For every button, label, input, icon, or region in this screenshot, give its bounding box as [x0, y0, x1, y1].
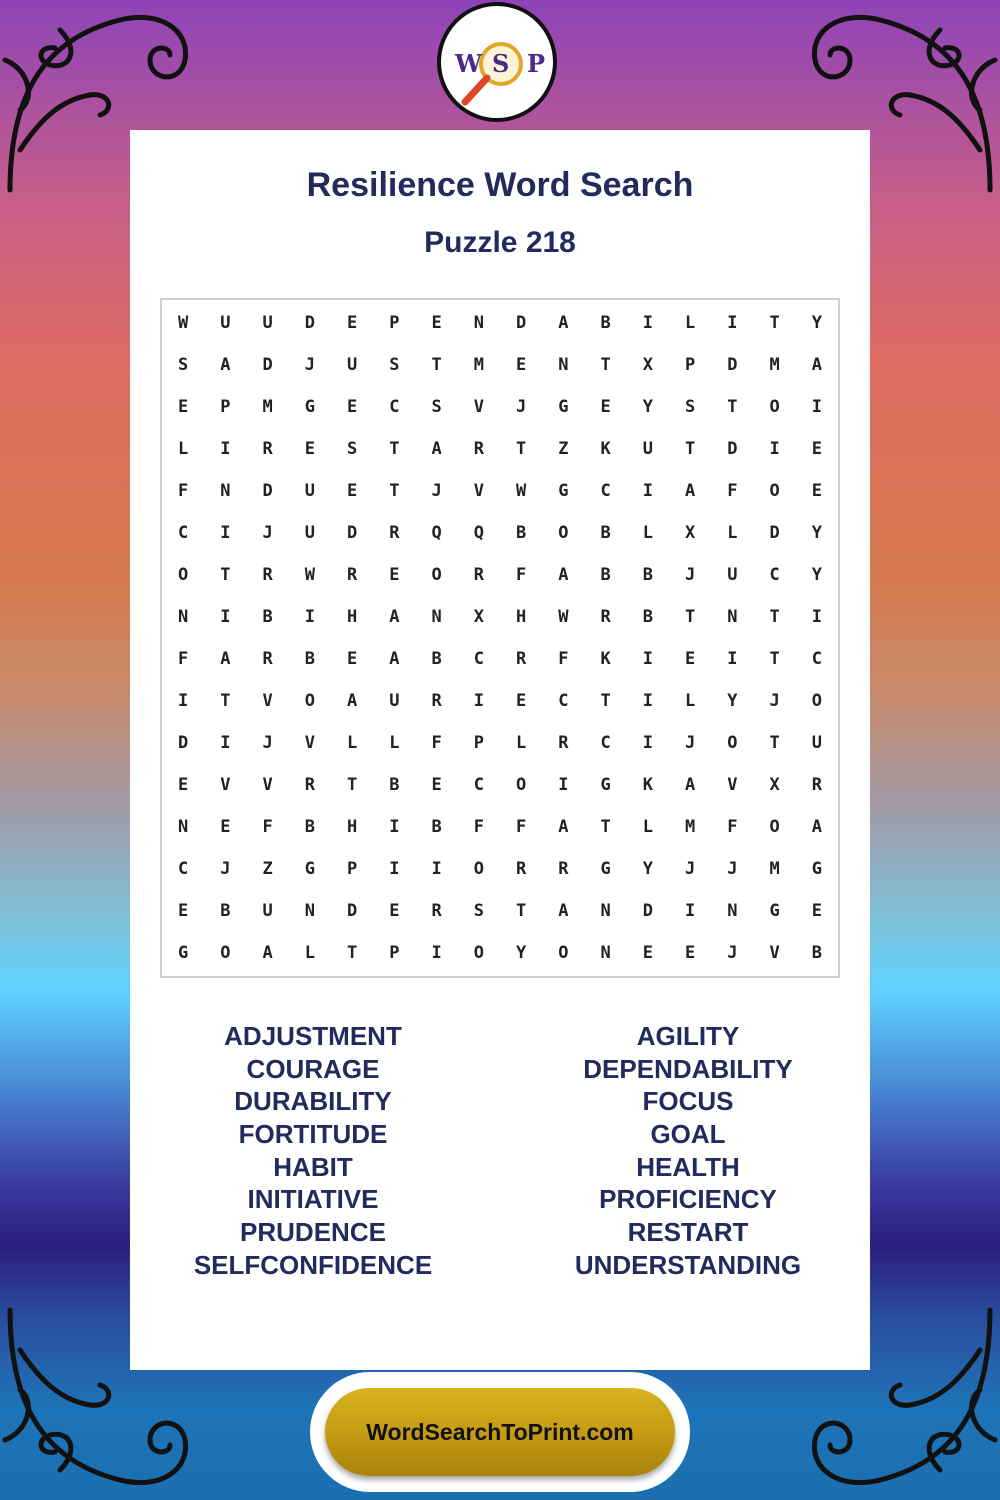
grid-cell[interactable]: O	[220, 943, 231, 963]
grid-cell[interactable]: E	[347, 649, 358, 669]
grid-cell[interactable]: G	[600, 775, 611, 795]
grid-cell[interactable]: I	[220, 523, 231, 543]
grid-cell[interactable]: L	[347, 733, 358, 753]
grid-cell[interactable]: G	[304, 859, 315, 879]
grid-cell[interactable]: V	[769, 943, 780, 963]
grid-cell[interactable]: H	[347, 607, 358, 627]
grid-cell[interactable]: F	[727, 817, 738, 837]
grid-cell[interactable]: B	[600, 565, 611, 585]
grid-cell[interactable]: Q	[473, 523, 484, 543]
grid-cell[interactable]: R	[558, 859, 569, 879]
grid-cell[interactable]: G	[769, 901, 780, 921]
grid-cell[interactable]: V	[262, 775, 273, 795]
grid-cell[interactable]: B	[600, 313, 611, 333]
grid-cell[interactable]: C	[769, 565, 780, 585]
grid-cell[interactable]: T	[431, 355, 442, 375]
grid-cell[interactable]: P	[473, 733, 484, 753]
grid-cell[interactable]: D	[516, 313, 527, 333]
grid-cell[interactable]: D	[178, 733, 189, 753]
grid-cell[interactable]: Q	[431, 523, 442, 543]
grid-cell[interactable]: R	[262, 565, 273, 585]
grid-cell[interactable]: E	[516, 691, 527, 711]
grid-cell[interactable]: T	[516, 439, 527, 459]
grid-cell[interactable]: B	[431, 649, 442, 669]
grid-cell[interactable]: R	[516, 649, 527, 669]
grid-cell[interactable]: M	[685, 817, 696, 837]
word-item: COURAGE	[246, 1053, 380, 1084]
grid-cell[interactable]: Y	[811, 313, 822, 333]
grid-cell[interactable]: J	[769, 691, 780, 711]
grid-cell[interactable]: I	[473, 691, 484, 711]
grid-cell[interactable]: T	[727, 397, 738, 417]
logo-letter-p: P	[527, 49, 546, 78]
grid-cell[interactable]: A	[389, 607, 400, 627]
grid-cell[interactable]: N	[558, 355, 569, 375]
grid-cell[interactable]: B	[431, 817, 442, 837]
grid-cell[interactable]: I	[685, 901, 696, 921]
word-item: FOCUS	[642, 1086, 734, 1117]
grid-cell[interactable]: B	[389, 775, 400, 795]
grid-cell[interactable]: I	[389, 817, 400, 837]
grid-cell[interactable]: T	[685, 607, 696, 627]
grid-cell[interactable]: U	[304, 523, 315, 543]
grid-cell[interactable]: I	[727, 313, 738, 333]
grid-cell[interactable]: T	[600, 355, 611, 375]
grid-cell[interactable]: E	[811, 481, 822, 501]
grid-cell[interactable]: O	[516, 775, 527, 795]
grid-cell[interactable]: O	[727, 733, 738, 753]
grid-cell[interactable]: K	[600, 439, 611, 459]
grid-cell[interactable]: T	[347, 775, 358, 795]
grid-cell[interactable]: E	[178, 901, 189, 921]
grid-cell[interactable]: S	[347, 439, 358, 459]
grid-cell[interactable]: T	[685, 439, 696, 459]
grid-cell[interactable]: I	[304, 607, 315, 627]
grid-cell[interactable]: I	[769, 439, 780, 459]
grid-cell[interactable]: Y	[811, 565, 822, 585]
page-title: Resilience Word Search	[306, 166, 694, 204]
grid-cell[interactable]: F	[178, 649, 189, 669]
grid-cell[interactable]: D	[642, 901, 653, 921]
grid-cell[interactable]: E	[389, 901, 400, 921]
grid-cell[interactable]: A	[558, 817, 569, 837]
grid-cell[interactable]: D	[304, 313, 315, 333]
grid-cell[interactable]: B	[811, 943, 822, 963]
grid-cell[interactable]: M	[769, 355, 780, 375]
grid-cell[interactable]: J	[516, 397, 527, 417]
grid-cell[interactable]: Y	[811, 523, 822, 543]
grid-cell[interactable]: P	[389, 313, 400, 333]
grid-cell[interactable]: N	[304, 901, 315, 921]
grid-cell[interactable]: F	[516, 565, 527, 585]
grid-cell[interactable]: J	[685, 565, 696, 585]
grid-cell[interactable]: E	[178, 397, 189, 417]
grid-cell[interactable]: R	[558, 733, 569, 753]
grid-cell[interactable]: G	[178, 943, 189, 963]
grid-cell[interactable]: N	[431, 607, 442, 627]
grid-cell[interactable]: E	[304, 439, 315, 459]
grid-cell[interactable]: R	[516, 859, 527, 879]
grid-cell[interactable]: F	[431, 733, 442, 753]
grid-cell[interactable]: D	[347, 523, 358, 543]
grid-cell[interactable]: U	[262, 901, 273, 921]
grid-cell[interactable]: C	[473, 775, 484, 795]
grid-cell[interactable]: L	[685, 691, 696, 711]
grid-cell[interactable]: G	[558, 481, 569, 501]
grid-cell[interactable]: A	[220, 649, 231, 669]
grid-cell[interactable]: T	[600, 691, 611, 711]
grid-cell[interactable]: J	[262, 523, 273, 543]
grid-cell[interactable]: A	[811, 355, 822, 375]
grid-cell[interactable]: M	[473, 355, 484, 375]
grid-cell[interactable]: J	[304, 355, 315, 375]
word-item: PRUDENCE	[240, 1217, 386, 1248]
grid-cell[interactable]: T	[769, 733, 780, 753]
grid-cell[interactable]: O	[473, 859, 484, 879]
grid-cell[interactable]: M	[769, 859, 780, 879]
grid-cell[interactable]: F	[727, 481, 738, 501]
grid-cell[interactable]: J	[685, 859, 696, 879]
grid-cell[interactable]: B	[516, 523, 527, 543]
grid-cell[interactable]: O	[769, 817, 780, 837]
grid-cell[interactable]: V	[262, 691, 273, 711]
grid-cell[interactable]: L	[685, 313, 696, 333]
grid-cell[interactable]: N	[178, 817, 189, 837]
grid-cell[interactable]: B	[304, 817, 315, 837]
grid-cell[interactable]: O	[558, 523, 569, 543]
grid-cell[interactable]: J	[431, 481, 442, 501]
grid-cell[interactable]: A	[811, 817, 822, 837]
grid-cell[interactable]: T	[389, 481, 400, 501]
grid-cell[interactable]: V	[473, 397, 484, 417]
grid-cell[interactable]: V	[220, 775, 231, 795]
grid-cell[interactable]: K	[600, 649, 611, 669]
grid-cell[interactable]: L	[516, 733, 527, 753]
letter-grid[interactable]	[160, 298, 840, 978]
grid-cell[interactable]: G	[600, 859, 611, 879]
grid-cell[interactable]: H	[516, 607, 527, 627]
grid-cell[interactable]: I	[389, 859, 400, 879]
grid-cell[interactable]: G	[304, 397, 315, 417]
grid-cell[interactable]: Z	[262, 859, 273, 879]
grid-cell[interactable]: W	[304, 565, 315, 585]
grid-cell[interactable]: U	[262, 313, 273, 333]
grid-cell[interactable]: E	[431, 775, 442, 795]
grid-cell[interactable]: T	[347, 943, 358, 963]
grid-cell[interactable]: N	[178, 607, 189, 627]
grid-cell[interactable]: E	[178, 775, 189, 795]
word-item: HABIT	[273, 1151, 353, 1182]
grid-cell[interactable]: O	[769, 397, 780, 417]
grid-cell[interactable]: A	[558, 565, 569, 585]
word-item: UNDERSTANDING	[574, 1249, 802, 1280]
word-item: RESTART	[627, 1217, 749, 1248]
grid-cell[interactable]: I	[642, 649, 653, 669]
grid-cell[interactable]: P	[389, 943, 400, 963]
grid-cell[interactable]: L	[178, 439, 189, 459]
word-list-right	[503, 1020, 873, 1282]
grid-cell[interactable]: A	[389, 649, 400, 669]
grid-cell[interactable]: O	[304, 691, 315, 711]
grid-cell[interactable]: K	[642, 775, 653, 795]
grid-cell[interactable]: U	[304, 481, 315, 501]
logo-letter-s: S	[492, 49, 510, 78]
grid-cell[interactable]: O	[431, 565, 442, 585]
grid-cell[interactable]: R	[600, 607, 611, 627]
grid-cell[interactable]: Z	[558, 439, 569, 459]
grid-cell[interactable]: A	[685, 775, 696, 795]
grid-cell[interactable]: X	[685, 523, 696, 543]
puzzle-number: Puzzle 218	[424, 226, 576, 259]
grid-cell[interactable]: C	[473, 649, 484, 669]
grid-cell[interactable]: D	[727, 355, 738, 375]
grid-cell[interactable]: E	[347, 313, 358, 333]
grid-cell[interactable]: L	[642, 523, 653, 543]
grid-cell[interactable]: P	[347, 859, 358, 879]
grid-cell[interactable]: R	[304, 775, 315, 795]
grid-cell[interactable]: E	[431, 313, 442, 333]
grid-cell[interactable]: C	[811, 649, 822, 669]
grid-cell[interactable]: O	[178, 565, 189, 585]
grid-cell[interactable]: I	[811, 607, 822, 627]
grid-cell[interactable]: D	[347, 901, 358, 921]
word-item: ADJUSTMENT	[224, 1021, 402, 1051]
grid-cell[interactable]: V	[727, 775, 738, 795]
grid-cell[interactable]: P	[685, 355, 696, 375]
grid-cell[interactable]: I	[642, 481, 653, 501]
grid-cell[interactable]: N	[473, 313, 484, 333]
grid-cell[interactable]: P	[220, 397, 231, 417]
grid-cell[interactable]: M	[262, 397, 273, 417]
grid-cell[interactable]: F	[178, 481, 189, 501]
grid-cell[interactable]: I	[220, 733, 231, 753]
grid-cell[interactable]: C	[558, 691, 569, 711]
grid-cell[interactable]: F	[262, 817, 273, 837]
grid-cell[interactable]: C	[178, 523, 189, 543]
grid-cell[interactable]: L	[304, 943, 315, 963]
grid-cell[interactable]: B	[642, 607, 653, 627]
grid-cell[interactable]: R	[473, 565, 484, 585]
grid-cell[interactable]: E	[600, 397, 611, 417]
grid-cell[interactable]: Y	[642, 397, 653, 417]
grid-cell[interactable]: J	[220, 859, 231, 879]
grid-cell[interactable]: R	[431, 901, 442, 921]
grid-cell[interactable]: S	[389, 355, 400, 375]
grid-cell[interactable]: V	[304, 733, 315, 753]
grid-cell[interactable]: C	[600, 481, 611, 501]
word-item: SELFCONFIDENCE	[193, 1249, 433, 1280]
grid-cell[interactable]: O	[558, 943, 569, 963]
grid-cell[interactable]: E	[811, 901, 822, 921]
grid-cell[interactable]: E	[516, 355, 527, 375]
grid-cell[interactable]: U	[347, 355, 358, 375]
grid-cell[interactable]: B	[262, 607, 273, 627]
grid-cell[interactable]: N	[600, 901, 611, 921]
grid-cell[interactable]: D	[769, 523, 780, 543]
logo-letter-w: W	[455, 49, 482, 78]
grid-cell[interactable]: I	[178, 691, 189, 711]
grid-cell[interactable]: X	[473, 607, 484, 627]
word-list-left	[128, 1020, 498, 1282]
grid-cell[interactable]: S	[685, 397, 696, 417]
grid-cell[interactable]: H	[347, 817, 358, 837]
grid-cell[interactable]: E	[685, 649, 696, 669]
grid-cell[interactable]: W	[516, 481, 527, 501]
word-item: HEALTH	[636, 1151, 740, 1182]
grid-cell[interactable]: U	[811, 733, 822, 753]
word-item: FORTITUDE	[238, 1119, 388, 1150]
grid-cell[interactable]: J	[727, 943, 738, 963]
grid-cell[interactable]: U	[727, 565, 738, 585]
grid-cell[interactable]: A	[558, 313, 569, 333]
grid-cell[interactable]: O	[473, 943, 484, 963]
grid-cell[interactable]: T	[769, 607, 780, 627]
grid-cell[interactable]: A	[347, 691, 358, 711]
grid-cell[interactable]: R	[347, 565, 358, 585]
grid-cell[interactable]: U	[389, 691, 400, 711]
grid-cell[interactable]: R	[811, 775, 822, 795]
site-link-button[interactable]: WordSearchToPrint.com	[325, 1388, 675, 1476]
grid-cell[interactable]: R	[431, 691, 442, 711]
grid-cell[interactable]: W	[178, 313, 189, 333]
grid-cell[interactable]: T	[769, 649, 780, 669]
grid-cell[interactable]: S	[431, 397, 442, 417]
grid-cell[interactable]: E	[811, 439, 822, 459]
grid-cell[interactable]: R	[262, 649, 273, 669]
word-item: AGILITY	[636, 1021, 740, 1051]
grid-cell[interactable]: G	[811, 859, 822, 879]
grid-cell[interactable]: R	[473, 439, 484, 459]
grid-cell[interactable]: R	[262, 439, 273, 459]
grid-cell[interactable]: F	[558, 649, 569, 669]
grid-cell[interactable]: D	[727, 439, 738, 459]
grid-cell[interactable]: A	[558, 901, 569, 921]
grid-cell[interactable]: C	[178, 859, 189, 879]
grid-cell[interactable]: G	[558, 397, 569, 417]
wsp-logo[interactable]	[437, 2, 557, 122]
grid-cell[interactable]: A	[220, 355, 231, 375]
grid-cell[interactable]: E	[685, 943, 696, 963]
word-item: DURABILITY	[234, 1086, 392, 1117]
grid-cell[interactable]: A	[431, 439, 442, 459]
grid-cell[interactable]: E	[347, 397, 358, 417]
magnifier-icon	[441, 6, 553, 118]
grid-cell[interactable]: L	[642, 817, 653, 837]
grid-cell[interactable]: E	[220, 817, 231, 837]
grid-cell[interactable]: N	[727, 607, 738, 627]
grid-cell[interactable]: V	[473, 481, 484, 501]
grid-cell[interactable]: Y	[516, 943, 527, 963]
grid-cell[interactable]: T	[769, 313, 780, 333]
grid-cell[interactable]: L	[727, 523, 738, 543]
grid-cell[interactable]: F	[473, 817, 484, 837]
grid-cell[interactable]: B	[220, 901, 231, 921]
grid-cell[interactable]: N	[600, 943, 611, 963]
grid-cell[interactable]: W	[558, 607, 569, 627]
word-item: INITIATIVE	[247, 1184, 379, 1215]
grid-cell[interactable]: I	[727, 649, 738, 669]
grid-cell[interactable]: S	[473, 901, 484, 921]
grid-cell[interactable]: I	[642, 691, 653, 711]
word-item: DEPENDABILITY	[583, 1053, 793, 1084]
grid-cell[interactable]: B	[304, 649, 315, 669]
grid-cell[interactable]: J	[685, 733, 696, 753]
grid-cell[interactable]: J	[727, 859, 738, 879]
grid-cell[interactable]: J	[262, 733, 273, 753]
grid-cell[interactable]: U	[642, 439, 653, 459]
grid-cell[interactable]: I	[431, 943, 442, 963]
grid-cell[interactable]: B	[600, 523, 611, 543]
grid-cell[interactable]: D	[262, 355, 273, 375]
grid-cell[interactable]: T	[220, 565, 231, 585]
grid-cell[interactable]: E	[347, 481, 358, 501]
grid-cell[interactable]: I	[431, 859, 442, 879]
grid-cell[interactable]: I	[642, 313, 653, 333]
grid-cell[interactable]: C	[389, 397, 400, 417]
grid-cell[interactable]: N	[727, 901, 738, 921]
grid-cell[interactable]: I	[642, 733, 653, 753]
grid-cell[interactable]: L	[389, 733, 400, 753]
grid-cell[interactable]: X	[769, 775, 780, 795]
grid-cell[interactable]: I	[220, 439, 231, 459]
grid-cell[interactable]: Y	[642, 859, 653, 879]
grid-cell[interactable]: O	[811, 691, 822, 711]
grid-cell[interactable]: I	[220, 607, 231, 627]
grid-cell[interactable]: I	[811, 397, 822, 417]
grid-cell[interactable]: T	[220, 691, 231, 711]
grid-cell[interactable]: C	[600, 733, 611, 753]
puzzle-card	[130, 130, 870, 1370]
grid-cell[interactable]: N	[220, 481, 231, 501]
grid-cell[interactable]: E	[642, 943, 653, 963]
grid-cell[interactable]: O	[769, 481, 780, 501]
grid-cell[interactable]: E	[389, 565, 400, 585]
grid-cell[interactable]: I	[558, 775, 569, 795]
grid-cell[interactable]: T	[389, 439, 400, 459]
grid-cell[interactable]: U	[220, 313, 231, 333]
grid-cell[interactable]: Y	[727, 691, 738, 711]
grid-cell[interactable]: X	[642, 355, 653, 375]
grid-cell[interactable]: A	[262, 943, 273, 963]
grid-cell[interactable]: S	[178, 355, 189, 375]
grid-cell[interactable]: R	[389, 523, 400, 543]
grid-cell[interactable]: T	[600, 817, 611, 837]
grid-cell[interactable]: A	[685, 481, 696, 501]
grid-cell[interactable]: B	[642, 565, 653, 585]
word-item: GOAL	[650, 1119, 726, 1150]
grid-cell[interactable]: T	[516, 901, 527, 921]
grid-cell[interactable]: F	[516, 817, 527, 837]
grid-cell[interactable]: D	[262, 481, 273, 501]
word-item: PROFICIENCY	[599, 1184, 777, 1215]
